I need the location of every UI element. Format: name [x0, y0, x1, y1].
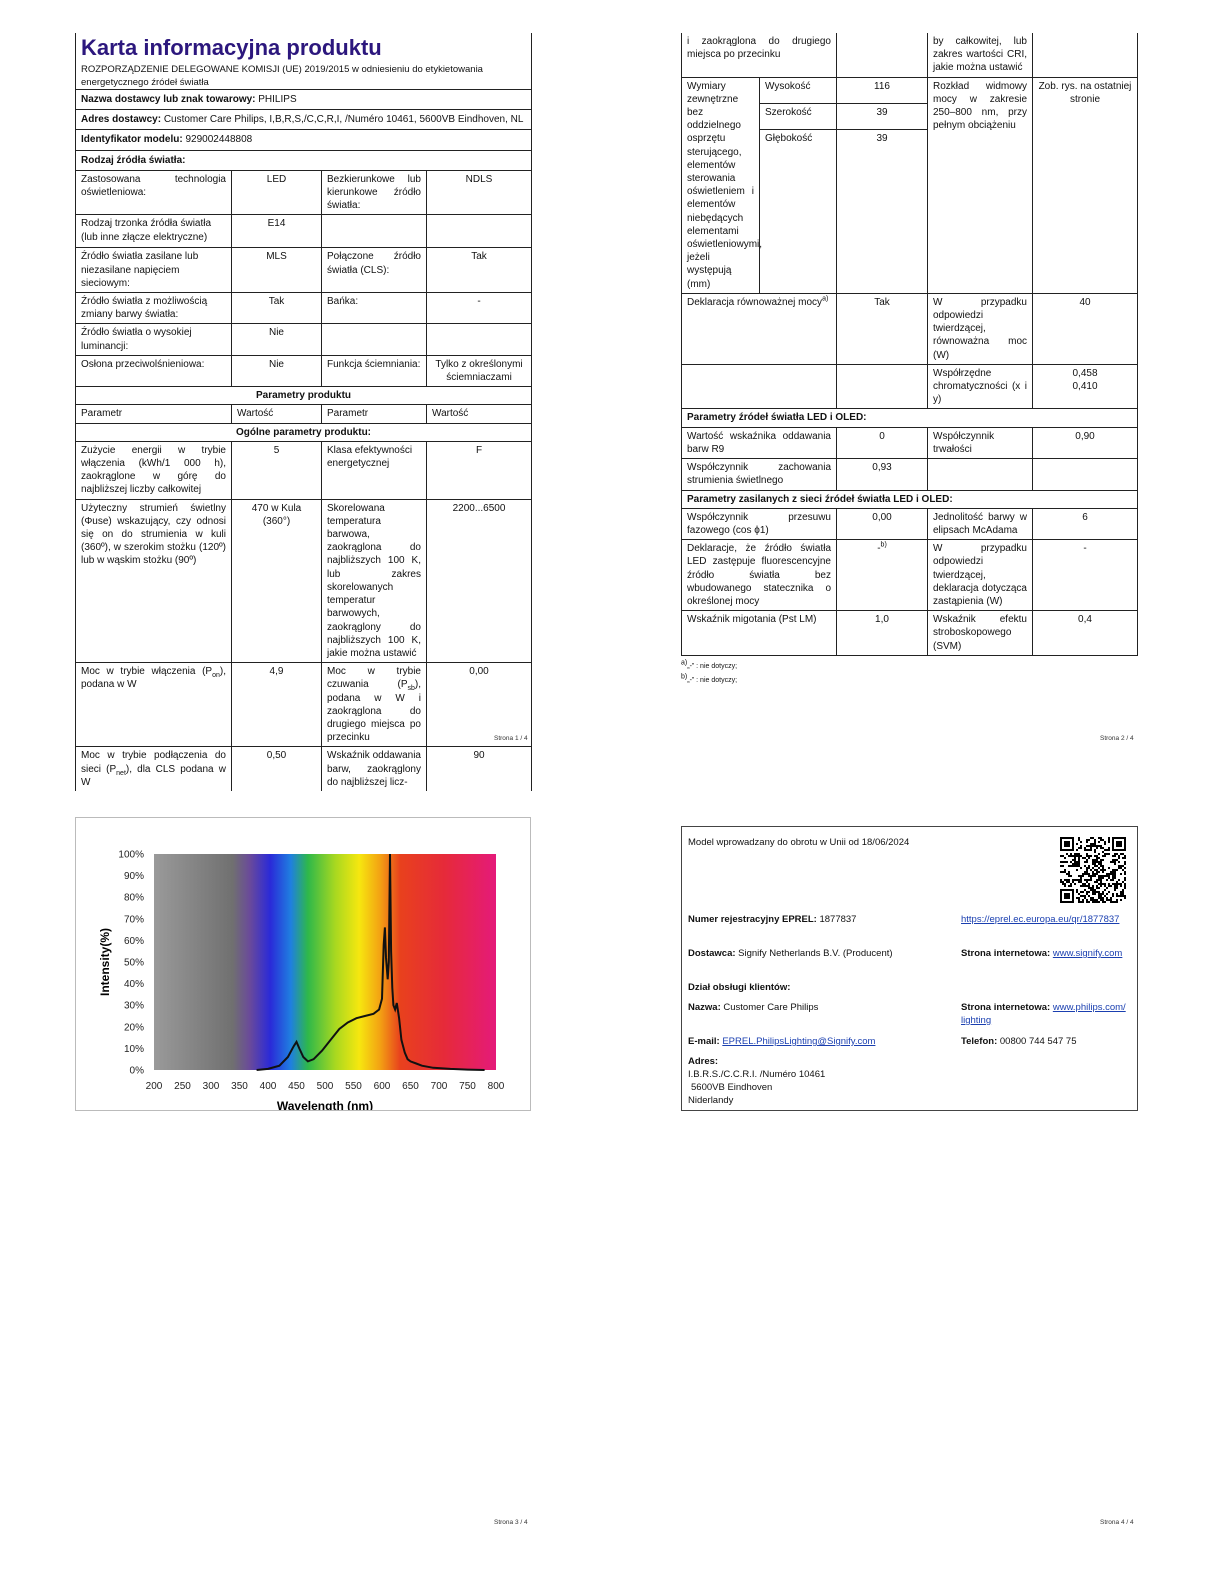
replacement-value: -$^{b)}$ [837, 540, 928, 611]
y-tick-label: 20% [123, 1022, 144, 1034]
cri-label: Wskaźnik oddawania barw, zaokrąglony do najbliższej licz- [322, 747, 427, 791]
supplier-label-p4: Dostawca: [688, 948, 736, 959]
regulation-text: ROZPORZĄDZENIE DELEGOWANE KOMISJI (UE) 2019/2015 w odniesieniu do etykietowania energetycznego źródeł światła [81, 64, 483, 88]
cct-value: 2200...6500 [427, 499, 532, 662]
col-param-1: Parametr [76, 405, 232, 423]
cls-value: Tak [427, 248, 532, 293]
page-1-footer: Strona 1 / 4 [494, 735, 528, 742]
cos-label: Współczynnik przesuwu fazowego (cos ϕ1) [682, 508, 837, 539]
flicker-value: 1,0 [837, 611, 928, 656]
x-tick-label: 300 [202, 1081, 220, 1092]
cri-value: 90 [427, 747, 532, 791]
address-label: Adres dostawcy: [81, 114, 162, 126]
cap-value: E14 [232, 215, 322, 248]
eq-label: Deklaracja równoważnej mocy$^{a)}$ [682, 293, 837, 364]
x-tick-label: 650 [402, 1081, 419, 1092]
supplier-label: Nazwa dostawcy lub znak towarowy: [81, 94, 256, 105]
y-tick-label: 50% [123, 957, 144, 969]
address-line-3: Niderlandy [688, 1095, 734, 1106]
page-1 [75, 33, 531, 791]
flux-value: 470 w Kula (360°) [232, 499, 322, 662]
qr-code [1060, 837, 1126, 903]
spectrum-background [154, 854, 496, 1070]
page-4-footer: Strona 4 / 4 [1100, 1519, 1134, 1526]
address-block [688, 1055, 825, 1107]
survival-label: Współczynnik trwałości [928, 427, 1033, 458]
sheet-title: Karta informacyjna produktu [81, 35, 382, 60]
pnet-value: 0,50 [232, 747, 322, 791]
chroma-label: Współrzędne chromatyczności (x i y) [928, 364, 1033, 409]
y-tick-label: 70% [123, 914, 144, 926]
spectrum-chart [76, 818, 530, 1110]
r9-label: Wartość wskaźnika oddawania barw R9 [682, 427, 837, 458]
market-intro: Model wprowadzany do obrotu w Unii od 18/06/2024 [688, 837, 910, 848]
product-info-table-p1 [75, 33, 532, 791]
footnote-a: $^{a)}$„-” : nie dotyczy; [681, 659, 738, 670]
spd-value: Zob. rys. na ostatniej stronie [1033, 77, 1138, 293]
phone-value: 00800 744 547 75 [999, 1036, 1077, 1047]
y-tick-label: 40% [123, 979, 144, 991]
supplier-value-p4: Signify Netherlands B.V. (Producent) [738, 948, 893, 959]
y-tick-label: 100% [118, 849, 144, 861]
class-value: F [427, 441, 532, 499]
lumen-maint-label: Współczynnik zachowania strumienia świetlnego [682, 459, 837, 490]
page-4 [681, 826, 1138, 1111]
cct-label: Skorelowana temperatura barwowa, zaokrąglona do najbliższych 100 K, lub zakres skorelowanych temperatur barwowych, zaokrąglony do najbliższych 100 K, jakie można ustawić [322, 499, 427, 662]
cont-right: by całkowitej, lub zakres wartości CRI, jakie można ustawić [928, 33, 1033, 77]
x-tick-label: 600 [373, 1081, 391, 1092]
mains-label: Źródło światła zasilane lub niezasilane napięciem sieciowym: [76, 248, 232, 293]
qr-icon [1060, 837, 1126, 903]
x-tick-label: 400 [259, 1081, 277, 1092]
x-tick-label: 250 [174, 1081, 191, 1092]
eprel-link[interactable]: https://eprel.ec.europa.eu/qr/1877837 [961, 914, 1120, 925]
website2-link[interactable]: www.philips.com/lighting [961, 1002, 1126, 1026]
flicker-label: Wskaźnik migotania (Pst LM) [682, 611, 837, 656]
cap-label: Rodzaj trzonka źródła światła (lub inne złącze elektryczne) [76, 215, 232, 248]
supplier-value: PHILIPS [258, 94, 297, 105]
width-label: Szerokość [760, 103, 837, 129]
replacement-right-label: W przypadku odpowiedzi twierdzącej, deklaracja dotycząca zastąpienia (W) [928, 540, 1033, 611]
psb-value: 0,00 [427, 663, 532, 747]
x-axis-label: Wavelength (nm) [276, 1099, 374, 1110]
pnet-label: Moc w trybie podłączenia do sieci $(P_{net})$, dla CLS podana w W [76, 747, 232, 791]
mains-heading: Parametry zasilanych z sieci źródeł światła LED i OLED: [682, 490, 1138, 508]
type-heading: Rodzaj źródła światła: [76, 150, 532, 170]
svm-value: 0,4 [1033, 611, 1138, 656]
y-tick-label: 10% [123, 1043, 144, 1055]
height-label: Wysokość [760, 77, 837, 103]
y-tick-label: 60% [123, 935, 144, 947]
replacement-right-value: - [1033, 540, 1138, 611]
x-tick-label: 200 [145, 1081, 163, 1092]
email-link[interactable]: EPREL.PhilipsLighting@Signify.com [722, 1036, 876, 1047]
website-link[interactable]: www.signify.com [1052, 948, 1123, 959]
x-tick-label: 800 [487, 1081, 505, 1092]
envelope-value: - [427, 293, 532, 324]
dimmable-value: Tylko z określonymi ściemniaczami [427, 355, 532, 386]
dims-label: Wymiary zewnętrzne bez oddzielnego osprzętu sterującego, elementów sterowania oświetleniem i elementów niebędących elementami oświetleniowymi, jeżeli występują (mm) [682, 77, 760, 293]
high-luminance-label: Źródło światła o wysokiej luminancji: [76, 324, 232, 355]
pon-value: 4,9 [232, 663, 322, 747]
website-label: Strona internetowa: [961, 948, 1051, 959]
y-axis-label: Intensity(%) [98, 927, 112, 997]
mcadam-value: 6 [1033, 508, 1138, 539]
pon-label: Moc w trybie włączenia $(P_{on})$, podana w W [76, 663, 232, 747]
depth-value: 39 [837, 129, 928, 293]
col-param-2: Parametr [322, 405, 427, 423]
email-label: E-mail: [688, 1036, 720, 1047]
x-tick-label: 450 [288, 1081, 305, 1092]
page-3 [75, 817, 531, 1111]
psb-label: Moc w trybie czuwania $(P_{sb})$, podana w W i zaokrąglona do drugiego miejsca po przecinku [322, 663, 427, 747]
mains-value: MLS [232, 248, 322, 293]
survival-value: 0,90 [1033, 427, 1138, 458]
dimmable-label: Funkcja ściemniania: [322, 355, 427, 386]
name-value: Customer Care Philips [723, 1002, 819, 1013]
eprel-label: Numer rejestracyjny EPREL: [688, 914, 817, 925]
x-tick-label: 500 [316, 1081, 334, 1092]
x-tick-label: 750 [459, 1081, 476, 1092]
r9-value: 0 [837, 427, 928, 458]
lumen-maint-value: 0,93 [837, 459, 928, 490]
anti-glare-label: Osłona przeciwolśnieniowa: [76, 355, 232, 386]
energy-value: 5 [232, 441, 322, 499]
y-tick-label: 0% [129, 1065, 144, 1077]
led-heading: Parametry źródeł światła LED i OLED: [682, 409, 1138, 427]
col-value-2: Wartość [427, 405, 532, 423]
address-value: Customer Care Philips, I,B,R,S,/C,C,R,I, /Numéro 10461, 5600VB Eindhoven, NL [163, 114, 524, 126]
replacement-label: Deklaracje, że źródło światła LED zastępuje fluorescencyjne źródło światła bez wbudowanego statecznika o określonej mocy [682, 540, 837, 611]
model-value: 929002448808 [185, 134, 253, 146]
tech-label: Zastosowana technologia oświetleniowa: [76, 170, 232, 215]
energy-label: Zużycie energii w trybie włączenia (kWh/1 000 h), zaokrąglone w górę do najbliższej liczby całkowitej [76, 441, 232, 499]
cont-left: i zaokrąglona do drugiego miejsca po przecinku [682, 33, 837, 77]
colour-tunable-value: Tak [232, 293, 322, 324]
x-tick-label: 550 [345, 1081, 362, 1092]
page-2 [681, 33, 1137, 688]
col-value-1: Wartość [232, 405, 322, 423]
y-tick-label: 80% [123, 892, 144, 904]
eq-value: Tak [837, 293, 928, 364]
footnotes [681, 660, 1137, 688]
x-tick-label: 350 [231, 1081, 248, 1092]
anti-glare-value: Nie [232, 355, 322, 386]
address-line-2: 5600VB Eindhoven [691, 1082, 773, 1093]
width-value: 39 [837, 103, 928, 129]
height-value: 116 [837, 77, 928, 103]
model-label: Identyfikator modelu: [81, 134, 183, 146]
mcadam-label: Jednolitość barwy w elipsach McAdama [928, 508, 1033, 539]
address-label-p4: Adres: [688, 1056, 719, 1067]
directional-label: Bezkierunkowe lub kierunkowe źródło światła: [322, 170, 427, 215]
address-line-1: I.B.R.S./C.C.R.I. /Numéro 10461 [688, 1069, 826, 1080]
y-tick-label: 90% [123, 871, 144, 883]
cos-value: 0,00 [837, 508, 928, 539]
website2-label: Strona internetowa: [961, 1002, 1051, 1013]
y-tick-label: 30% [123, 1000, 144, 1012]
envelope-label: Bańka: [322, 293, 427, 324]
params-heading: Parametry produktu [76, 387, 532, 405]
class-label: Klasa efektywności energetycznej [322, 441, 427, 499]
name-label: Nazwa: [688, 1002, 721, 1013]
eq-right-value: 40 [1033, 293, 1138, 364]
eq-right-label: W przypadku odpowiedzi twierdzącej, równoważna moc (W) [928, 293, 1033, 364]
page-2-footer: Strona 2 / 4 [1100, 735, 1134, 742]
x-tick-label: 700 [430, 1081, 448, 1092]
depth-label: Głębokość [760, 129, 837, 293]
page-3-footer: Strona 3 / 4 [494, 1519, 528, 1526]
colour-tunable-label: Źródło światła z możliwością zmiany barwy światła: [76, 293, 232, 324]
tech-value: LED [232, 170, 322, 215]
eprel-value: 1877837 [819, 914, 857, 925]
service-heading: Dział obsługi klientów: [688, 982, 791, 993]
footnote-b: $^{b)}$„-” : nie dotyczy; [681, 673, 738, 684]
spd-label: Rozkład widmowy mocy w zakresie 250–800 nm, przy pełnym obciążeniu [928, 77, 1033, 293]
svm-label: Wskaźnik efektu stroboskopowego (SVM) [928, 611, 1033, 656]
high-luminance-value: Nie [232, 324, 322, 355]
cls-label: Połączone źródło światła (CLS): [322, 248, 427, 293]
phone-label: Telefon: [961, 1036, 998, 1047]
product-info-table-p2 [681, 33, 1138, 656]
directional-value: NDLS [427, 170, 532, 215]
flux-label: Użyteczny strumień świetlny (Φuse) wskazujący, czy odnosi się on do strumienia w kuli (360º), w szerokim stożku (120º) lub w wąskim stożku (90º) [76, 499, 232, 662]
general-heading: Ogólne parametry produktu: [76, 423, 532, 441]
chroma-value: 0,458 0,410 [1033, 364, 1138, 409]
